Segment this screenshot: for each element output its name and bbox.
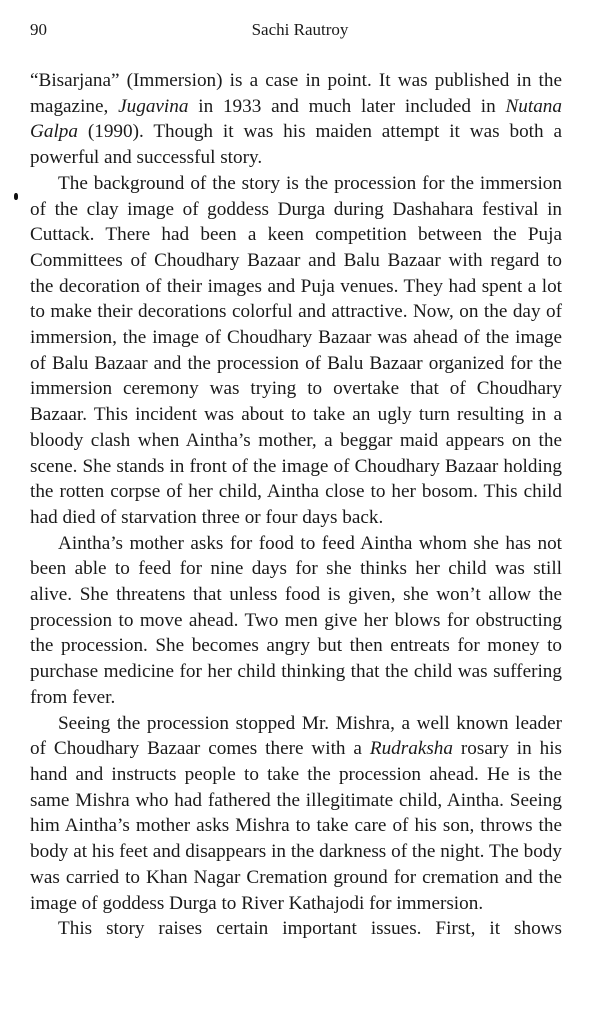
- text-segment: “Bisarjana” (Immersion) is a case in point. It was published in the magazine,: [30, 70, 562, 117]
- paragraph-1: [30, 68, 562, 171]
- text-segment: in 1933 and much later included in: [188, 95, 506, 117]
- text-segment: Aintha’s mother asks for food to feed Aintha whom she has not been able to feed for nine days for she thinks her child was still alive. She threatens that unless food is given, she won’t allow the procession to move ahead. Two men give her blows for obstructing the procession. She becomes angry but then entreats for money to purchase medicine for her child thinking that the child was suffering from fever.: [30, 532, 562, 708]
- text-segment: rosary in his hand and instructs people to take the procession ahead. He is the same Mishra who had fathered the illegitimate child, Aintha. Seeing him Aintha’s mother asks Mishra to take care of his son, throws the body at his feet and disappears in the darkness of the night. The body was carried to Khan Nagar Cremation ground for cremation and the image of goddess Durga to River Kathajodi for immersion.: [30, 738, 562, 914]
- body-text: [30, 68, 562, 942]
- page-number: 90: [30, 20, 47, 39]
- italic-term: Rudraksha: [369, 738, 453, 760]
- stray-ink-mark: [14, 193, 18, 200]
- text-segment: The background of the story is the procession for the immersion of the clay image of goddess Durga during Dashahara festival in Cuttack. There had been a keen competition between the Puja Committees of Choudhary Bazaar and Balu Bazaar with regard to the decoration of their images and Puja venues. They had spent a lot to make their decorations colorful and attractive. Now, on the day of immersion, the image of Choudhary Bazaar was ahead of the image of Balu Bazaar and the procession of Balu Bazaar organized for the immersion ceremony was trying to overtake that of Choudhary Bazaar. This incident was about to take an ugly turn resulting in a bloody clash when Aintha’s mother, a beggar maid appears on the scene. She stands in front of the image of Choudhary Bazaar holding the rotten corpse of her child, Aintha close to her bosom. This child had died of starvation three or four days back.: [30, 172, 562, 528]
- text-segment: (1990). Though it was his maiden attempt it was both a powerful and successful story.: [30, 121, 562, 169]
- paragraph-5: [30, 916, 562, 942]
- text-segment: Seeing the procession stopped Mr. Mishra, a well known leader of Choudhary Bazaar comes there with a: [30, 712, 562, 760]
- text-segment: This story raises certain important issues. First, it shows: [58, 918, 562, 940]
- paragraph-3: [30, 531, 562, 711]
- paragraph-2: [30, 171, 562, 531]
- page-header: [30, 20, 570, 44]
- book-title: Nutana Galpa: [30, 95, 562, 143]
- magazine-title: Jugavina: [118, 95, 189, 117]
- paragraph-4: [30, 711, 562, 917]
- running-head: Sachi Rautroy: [251, 20, 349, 39]
